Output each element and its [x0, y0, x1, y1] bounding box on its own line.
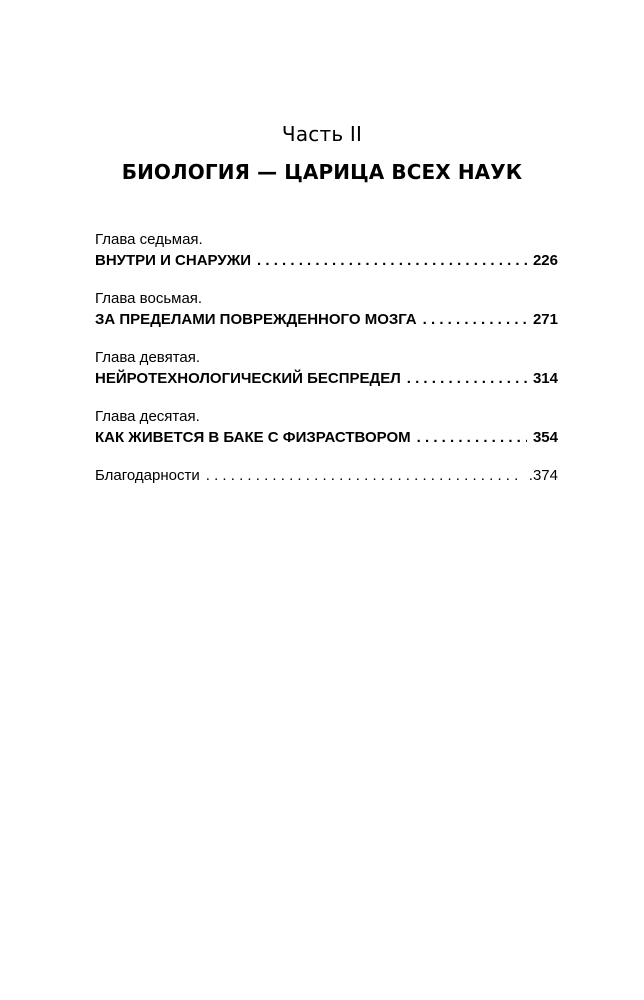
acknowledgements-title: Благодарности: [95, 467, 200, 484]
table-of-contents: [95, 229, 558, 503]
chapter-label: Глава десятая.: [95, 408, 200, 425]
toc-line: [95, 368, 558, 389]
chapter-title: КАК ЖИВЕТСЯ В БАКЕ С ФИЗРАСТВОРОМ: [95, 429, 411, 446]
part-title: БИОЛОГИЯ — ЦАРИЦА ВСЕХ НАУК: [121, 160, 523, 184]
toc-line: [95, 427, 558, 448]
toc-line: [95, 250, 558, 271]
chapter-title: НЕЙРОТЕХНОЛОГИЧЕСКИЙ БЕСПРЕДЕЛ: [95, 370, 401, 387]
dot-leader: [206, 465, 523, 486]
toc-entry-chapter-7: [95, 229, 558, 271]
page-number: .374: [528, 467, 558, 484]
toc-entry-chapter-9: [95, 347, 558, 389]
toc-entry-acknowledgements: [95, 465, 558, 486]
page-number: 226: [532, 252, 558, 269]
chapter-label: Глава седьмая.: [95, 231, 203, 248]
part-label: Часть II: [281, 122, 363, 146]
chapter-title: ЗА ПРЕДЕЛАМИ ПОВРЕЖДЕННОГО МОЗГА: [95, 311, 417, 328]
chapter-title: ВНУТРИ И СНАРУЖИ: [95, 252, 252, 269]
toc-line: [95, 465, 558, 486]
chapter-label: Глава девятая.: [95, 349, 201, 366]
dot-leader: [417, 427, 527, 448]
dot-leader: [257, 250, 527, 271]
page-number: 314: [532, 370, 558, 387]
toc-entry-chapter-10: [95, 406, 558, 448]
dot-leader: [423, 309, 527, 330]
dot-leader: [407, 368, 527, 389]
toc-line: [95, 309, 558, 330]
page-number: 271: [532, 311, 558, 328]
toc-entry-chapter-8: [95, 288, 558, 330]
chapter-label: Глава восьмая.: [95, 290, 203, 307]
page-number: 354: [532, 429, 558, 446]
